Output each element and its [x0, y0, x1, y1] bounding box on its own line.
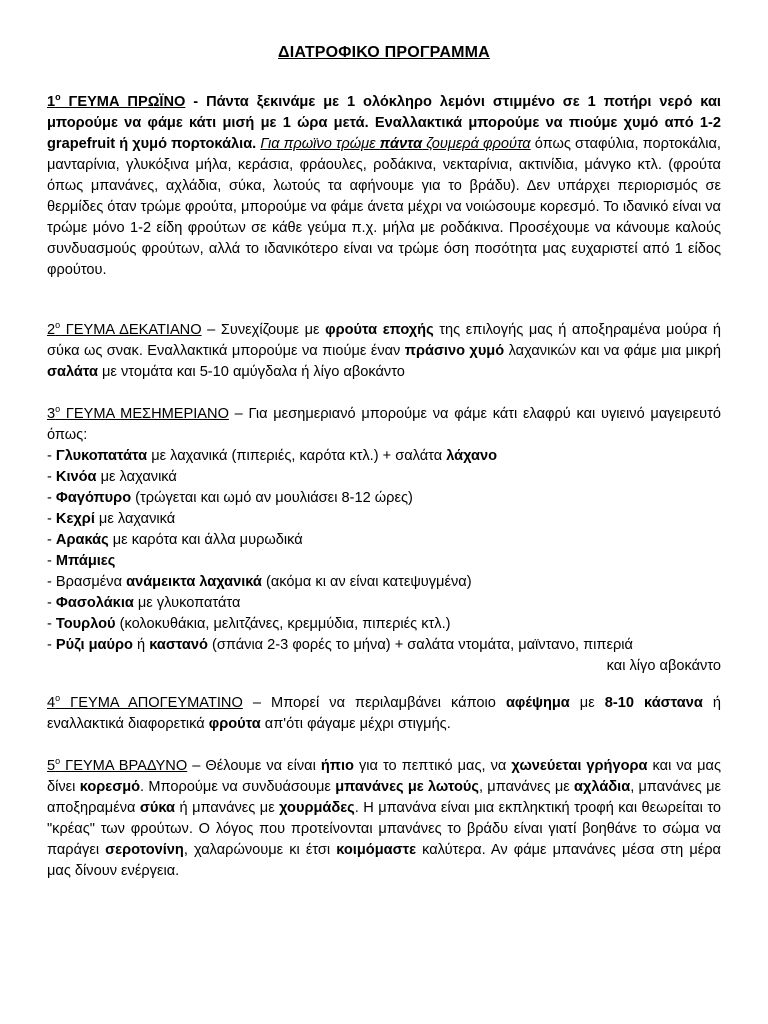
- meal-1-italic-1: Για πρωϊνο τρώμε: [260, 136, 380, 152]
- meal-5-paragraph: [47, 756, 721, 882]
- list-item-bold: λάχανο: [446, 448, 497, 464]
- meal-5-text-2: για το πεπτικό μας, να: [353, 758, 512, 774]
- list-item-text: (σπάνια 2-3 φορές το μήνα) + σαλάτα ντομάτα, μαϊντανο, πιπεριά: [207, 637, 633, 653]
- meal-3-heading-text: ΓΕΥΜΑ ΜΕΣΗΜΕΡΙΑΝΟ: [60, 406, 229, 422]
- meal-5-bold-3: κορεσμό: [79, 779, 141, 795]
- meal-2-bold-3: σαλάτα: [47, 364, 98, 380]
- meal-2-snack-section: [47, 320, 721, 383]
- list-item-bold: Αρακάς: [55, 532, 109, 548]
- list-dash: -: [47, 511, 56, 527]
- meal-2-text-2: της επιλογής μας ή αποξηραμένα μούρα ή σύκα ως σνακ. Εναλλακτικά μπορούμε να πιούμε έναν: [47, 322, 721, 359]
- list-dash: -: [47, 469, 56, 485]
- list-item-continuation: και λίγο αβοκάντο: [606, 658, 721, 674]
- list-dash: -: [47, 637, 56, 653]
- meal-2-number: 2: [47, 322, 56, 338]
- meal-2-paragraph: [47, 320, 721, 383]
- meal-1-text-2: όπως σταφύλια, πορτοκάλια, μανταρίνια, γλυκόξινα μήλα, κεράσια, φράουλες, ροδάκινα, νεκταρίνια, ακτινίδια, μάνγκο κτλ. (φρούτα όπως μπανάνες, αχλάδια, σύκα, λωτούς τα αφήνουμε για το βράδυ). Δεν υπάρχει περιορισμός σε θερμίδες όταν τρώμε φρούτα, μπορούμε να φάμε άνετα μέχρι να νοιώσουμε κορεσμό. Το ιδανικό είναι να τρώμε μόνο 1-2 είδη φρούτων σε κάθε γεύμα π.χ. μήλα με ροδάκινα. Προσέχουμε να κάνουμε καλούς συνδυασμούς φρούτων, αλλά το ιδανικότερο είναι να τρώμε όση ποσότητα μας ευχαριστεί από 1 είδος φρούτου.: [47, 136, 721, 278]
- meal-3-intro: [47, 404, 721, 446]
- meal-2-bold-1: φρούτα εποχής: [325, 322, 434, 338]
- meal-5-text-3: και να μας δίνει: [47, 758, 722, 795]
- meal-3-intro-text: – Για μεσημεριανό μπορούμε να φάμε κάτι ελαφρύ και υγιεινό μαγειρευτό όπως:: [47, 406, 721, 443]
- meal-4-heading: [47, 695, 243, 711]
- list-item-text: (ακόμα κι αν είναι κατεψυγμένα): [261, 574, 472, 590]
- meal-1-heading: [47, 94, 185, 110]
- list-item: [47, 614, 721, 635]
- list-item-bold: Γλυκοπατάτα: [55, 448, 148, 464]
- meal-5-bold-1: ήπιο: [320, 758, 354, 774]
- list-dash: -: [47, 616, 56, 632]
- meal-4-bold-2: 8-10 κάστανα: [604, 695, 703, 711]
- meal-1-heading-text: ΓΕΥΜΑ ΠΡΩΪΝΟ: [60, 94, 186, 110]
- meal-5-bold-8: σεροτονίνη: [105, 842, 184, 858]
- list-item-bold: Τουρλού: [55, 616, 116, 632]
- list-item: [47, 551, 721, 572]
- meal-1-breakfast-section: [47, 92, 721, 281]
- meal-5-text-9: , χαλαρώνουμε κι έτσι: [183, 842, 337, 858]
- meal-1-text-1: - Πάντα ξεκινάμε με 1 ολόκληρο λεμόνι στιμμένο σε 1 ποτήρι νερό και μπορούμε να φάμε κάτι μισή με 1 ώρα μετά. Εναλλακτικά μπορούμε να πιούμε χυμό από 1-2 grapefruit ή χυμό πορτοκάλια.: [47, 94, 721, 152]
- list-item: [47, 488, 721, 509]
- list-item-bold: Μπάμιες: [55, 553, 116, 569]
- meal-5-text-7: ή μπανάνες με: [175, 800, 280, 816]
- meal-5-number: 5: [47, 758, 56, 774]
- list-dash: -: [47, 532, 56, 548]
- meal-5-bold-5: αχλάδια: [574, 779, 631, 795]
- list-item-text: με λαχανικά: [96, 469, 177, 485]
- meal-2-heading: [47, 322, 202, 338]
- meal-1-italic-bold: πάντα: [379, 136, 423, 152]
- meal-1-paragraph: [47, 92, 721, 281]
- list-item-bold: Φαγόπυρο: [55, 490, 132, 506]
- list-item-bold: καστανό: [149, 637, 208, 653]
- list-dash: -: [47, 595, 56, 611]
- meal-5-bold-9: κοιμόμαστε: [336, 842, 417, 858]
- meal-3-ordinal: ο: [55, 404, 61, 414]
- meal-5-text-10: καλύτερα. Αν φάμε μπανάνες μέσα στη μέρα μας δίνουν ενέργεια.: [47, 842, 721, 879]
- list-item-text: ή: [132, 637, 150, 653]
- meal-4-afternoon-section: [47, 693, 721, 735]
- meal-1-italic-2: ζουμερά φρούτα: [422, 136, 531, 152]
- list-item-text: - Βρασμένα: [47, 574, 127, 590]
- list-item: [47, 635, 721, 656]
- list-item-text: με καρότα και άλλα μυρωδικά: [108, 532, 303, 548]
- meal-4-bold-3: φρούτα: [208, 716, 261, 732]
- meal-1-number: 1: [47, 94, 56, 110]
- document-title: ΔΙΑΤΡΟΦΙΚΟ ΠΡΟΓΡΑΜΜΑ: [278, 44, 490, 61]
- meal-2-text-1: – Συνεχίζουμε με: [201, 322, 326, 338]
- meal-3-number: 3: [47, 406, 56, 422]
- meal-3-heading: [47, 406, 229, 422]
- list-item: [47, 446, 721, 467]
- list-item: [47, 593, 721, 614]
- meal-4-text-1: – Μπορεί να περιλαμβάνει κάποιο: [242, 695, 506, 711]
- meal-5-text-1: – Θέλουμε να είναι: [187, 758, 321, 774]
- meal-2-heading-text: ΓΕΥΜΑ ΔΕΚΑΤΙΑΝΟ: [60, 322, 202, 338]
- meal-5-text-4: . Μπορούμε να συνδυάσουμε: [140, 779, 336, 795]
- meal-5-ordinal: ο: [55, 756, 61, 766]
- list-item-text: (κολοκυθάκια, μελιτζάνες, κρεμμύδια, πιπεριές κτλ.): [115, 616, 451, 632]
- list-dash: -: [47, 448, 56, 464]
- list-item: [47, 467, 721, 488]
- meal-5-bold-4: μπανάνες με λωτούς: [335, 779, 479, 795]
- meal-3-lunch-section: [47, 404, 721, 677]
- list-item-bold: Κεχρί: [55, 511, 95, 527]
- meal-4-bold-1: αφέψημα: [505, 695, 570, 711]
- list-item-text: με γλυκοπατάτα: [133, 595, 241, 611]
- meal-1-italic-note: [260, 136, 530, 152]
- meal-3-list: [47, 446, 721, 677]
- list-item-bold: Κινόα: [55, 469, 97, 485]
- meal-5-heading-text: ΓΕΥΜΑ ΒΡΑΔΥΝΟ: [60, 758, 188, 774]
- meal-2-bold-2: πράσινο χυμό: [404, 343, 505, 359]
- list-item-text: με λαχανικά (πιπεριές, καρότα κτλ.) + σαλάτα: [147, 448, 447, 464]
- meal-5-text-5: , μπανάνες με: [478, 779, 575, 795]
- meal-1-ordinal: ο: [55, 92, 61, 102]
- meal-4-heading-text: ΓΕΥΜΑ ΑΠΟΓΕΥΜΑΤΙΝΟ: [60, 695, 243, 711]
- list-dash: -: [47, 490, 56, 506]
- meal-4-text-4: απ'ότι φάγαμε μέχρι στιγμής.: [260, 716, 451, 732]
- meal-2-ordinal: ο: [55, 320, 61, 330]
- meal-5-dinner-section: [47, 756, 721, 882]
- list-dash: -: [47, 553, 56, 569]
- meal-5-bold-7: χουρμάδες: [279, 800, 355, 816]
- list-item-text: με λαχανικά: [94, 511, 176, 527]
- meal-5-bold-6: σύκα: [139, 800, 176, 816]
- list-item-bold: Ρύζι μαύρο: [55, 637, 133, 653]
- meal-4-paragraph: [47, 693, 721, 735]
- meal-5-text-6: , μπανάνες με αποξηραμένα: [47, 779, 721, 816]
- meal-2-text-3: λαχανικών και να φάμε μια μικρή: [504, 343, 721, 359]
- list-item-text: (τρώγεται και ωμό αν μουλιάσει 8-12 ώρες): [131, 490, 413, 506]
- meal-4-number: 4: [47, 695, 56, 711]
- meal-2-text-4: με ντομάτα και 5-10 αμύγδαλα ή λίγο αβοκάντο: [97, 364, 405, 380]
- meal-5-heading: [47, 758, 187, 774]
- list-item-bold: Φασολάκια: [55, 595, 134, 611]
- meal-4-text-3: ή εναλλακτικά διαφορετικά: [47, 695, 721, 732]
- list-item-bold: ανάμεικτα λαχανικά: [126, 574, 262, 590]
- meal-4-ordinal: ο: [55, 693, 61, 703]
- meal-5-text-8: . Η μπανάνα είναι μια εκπληκτική τροφή και θεωρείται το "κρέας" των φρούτων. Ο λόγος που προτείνονται μπανάνες το βράδυ είναι γιατί βοηθάνε το σώμα να παράγει: [47, 800, 721, 858]
- meal-4-text-2: με: [569, 695, 605, 711]
- list-item: [47, 572, 721, 593]
- list-item: [47, 530, 721, 551]
- list-item: [47, 509, 721, 530]
- meal-5-bold-2: χωνεύεται γρήγορα: [511, 758, 648, 774]
